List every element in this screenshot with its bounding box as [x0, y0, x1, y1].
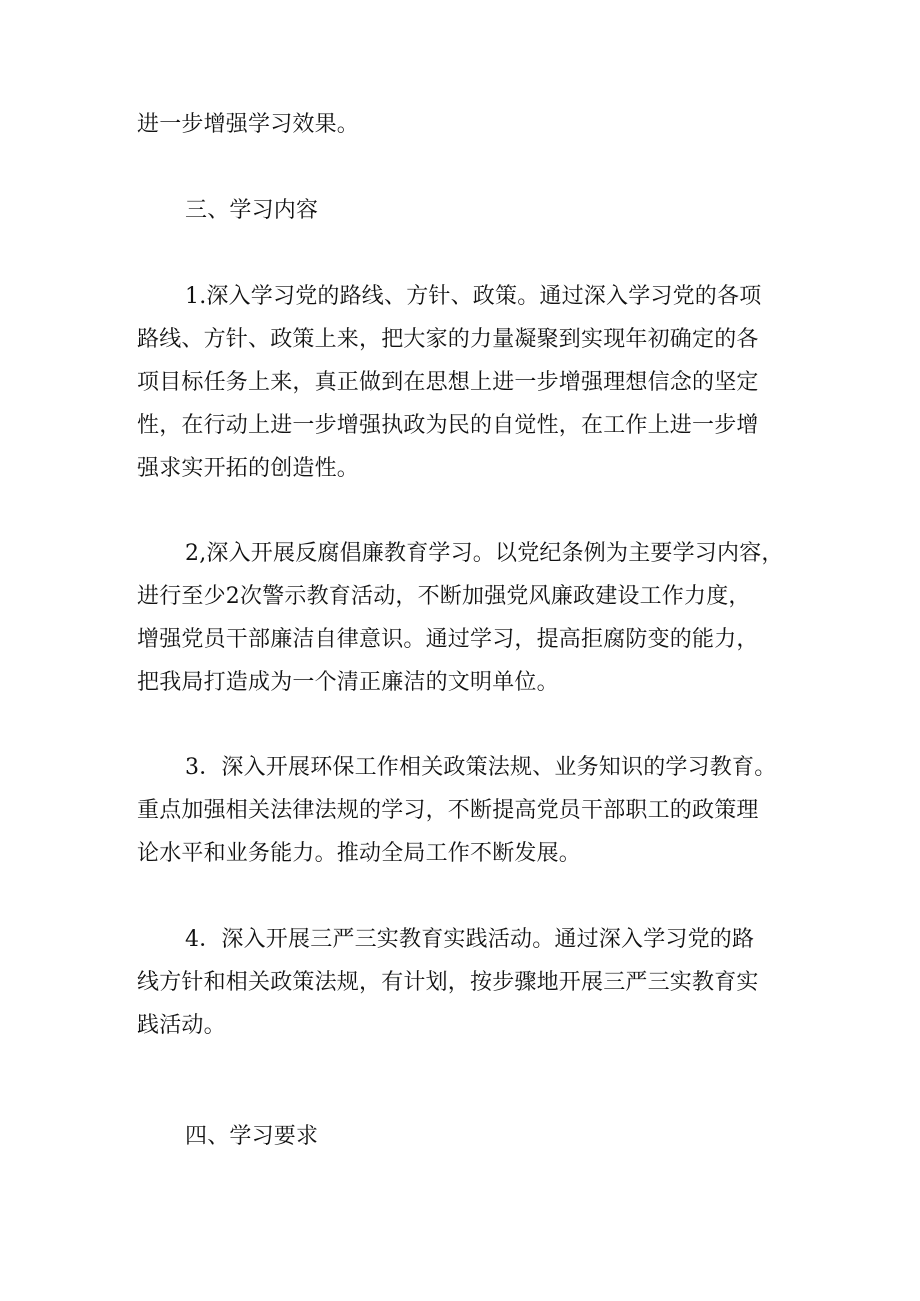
- item-2-line-2: 进行至少2次警示教育活动，不断加强党风廉政建设工作力度，: [137, 584, 751, 609]
- item-1-line-4: 性，在行动上进一步增强执政为民的自觉性，在工作上进一步增: [137, 413, 759, 438]
- section-heading-three: 三、学习内容: [185, 198, 319, 223]
- item-2-line-4: 把我局打造成为一个清正廉洁的文明单位。: [137, 670, 559, 695]
- item-1-line-2: 路线、方针、政策上来，把大家的力量凝聚到实现年初确定的各: [137, 327, 759, 352]
- item-2-line-1: 2,深入开展反腐倡廉教育学习。以党纪条例为主要学习内容，: [185, 541, 784, 566]
- item-2-line-3: 增强党员干部廉洁自律意识。通过学习，提高拒腐防变的能力，: [137, 627, 759, 652]
- item-4-line-1: 4．深入开展三严三实教育实践活动。通过深入学习党的路: [185, 927, 755, 952]
- item-3-line-2: 重点加强相关法律法规的学习，不断提高党员干部职工的政策理: [137, 798, 759, 823]
- item-4-line-3: 践活动。: [137, 1013, 226, 1038]
- item-1-line-3: 项目标任务上来，真正做到在思想上进一步增强理想信念的坚定: [137, 370, 759, 395]
- item-4-line-2: 线方针和相关政策法规，有计划，按步骤地开展三严三实教育实: [137, 970, 759, 995]
- item-3-line-1: 3．深入开展环保工作相关政策法规、业务知识的学习教育。: [185, 755, 777, 780]
- continuation-text: 进一步增强学习效果。: [137, 112, 360, 137]
- item-1-line-1: 1.深入学习党的路线、方针、政策。通过深入学习党的各项: [185, 284, 762, 309]
- section-heading-four: 四、学习要求: [185, 1124, 319, 1149]
- item-3-line-3: 论水平和业务能力。推动全局工作不断发展。: [137, 841, 582, 866]
- item-1-line-5: 强求实开拓的创造性。: [137, 456, 360, 481]
